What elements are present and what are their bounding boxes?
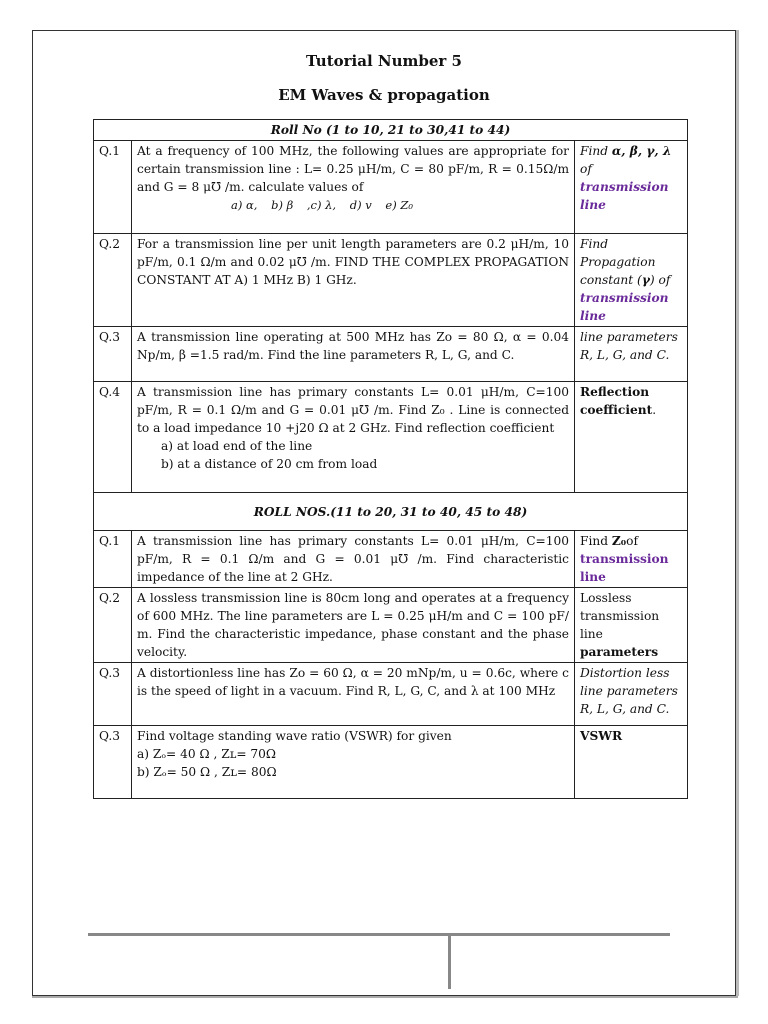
question-number: Q.2: [94, 588, 132, 663]
option-c: ,c) λ,: [306, 198, 337, 212]
question-number: Q.4: [94, 382, 132, 493]
table-row: [94, 663, 688, 726]
topic-prefix: Find: [580, 534, 609, 548]
page-border-shadow-bottom: [32, 996, 738, 998]
questions-table: [93, 119, 688, 799]
table-row: [94, 726, 688, 799]
table-row: [94, 382, 688, 493]
topic-suffix: ) of: [649, 273, 671, 287]
section1-header-row: [94, 120, 688, 141]
section1-header: Roll No (1 to 10, 21 to 30,41 to 44): [94, 120, 688, 141]
question-text: A transmission line has primary constants L= 0.01 μH/m, C=100 pF/m, R = 0.1 Ω/m and G = 0.01 μ℧ /m. Find Z₀ . Line is connected to a load impedance 10 +j20 Ω at 2 GHz. Find reflection coefficient: [137, 385, 569, 435]
question-number: Q.1: [94, 531, 132, 588]
topic-highlight: transmission line: [580, 180, 669, 212]
question-text: Find voltage standing wave ratio (VSWR) for given: [137, 729, 452, 743]
page-border-shadow: [736, 30, 739, 996]
list-item: a) at load end of the line: [161, 439, 313, 453]
table-row: [94, 141, 688, 234]
topic-symbols: α, β, γ, λ: [611, 144, 672, 158]
topic-gamma: γ: [641, 273, 650, 287]
option-e: e) Z₀: [385, 198, 413, 212]
topic-prefix: Find Propagation constant (: [580, 237, 656, 287]
question-text-cell: [132, 382, 575, 493]
topic-cell: [575, 141, 688, 234]
section2-header-row: [94, 493, 688, 531]
topic-highlight: transmission line: [580, 291, 669, 323]
question-number: Q.3: [94, 663, 132, 726]
topic-highlight: transmission line: [580, 552, 669, 584]
question-text: A transmission line operating at 500 MHz has Zo = 80 Ω, α = 0.04 Np/m, β =1.5 rad/m. Find the line parameters R, L, G, and C.: [132, 327, 575, 382]
topic-bold: parameters: [580, 645, 659, 659]
topic-of: of: [580, 162, 592, 176]
question-number: Q.3: [94, 726, 132, 799]
topic-prefix: Find: [580, 144, 609, 158]
question-number: Q.2: [94, 234, 132, 327]
option-b: b) β: [271, 198, 294, 212]
table-row: [94, 234, 688, 327]
question-text: A distortionless line has Zo = 60 Ω, α = 20 mNp/m, u = 0.6c, where c is the speed of light in a vacuum. Find R, L, G, C, and λ at 100 MHz: [132, 663, 575, 726]
question-text: A transmission line has primary constants L= 0.01 μH/m, C=100 pF/m, R = 0.1 Ω/m and G = 0.01 μ℧ /m. Find characteristic impedance of the line at 2 GHz.: [132, 531, 575, 588]
option-d: d) v: [349, 198, 372, 212]
table-row: [94, 588, 688, 663]
topic-bold: VSWR: [575, 726, 688, 799]
topic-symbol: Z₀: [611, 534, 627, 548]
question-text-cell: [132, 141, 575, 234]
topic-cell: [575, 588, 688, 663]
question-text: At a frequency of 100 MHz, the following values are appropriate for certain transmission line : L= 0.25 μH/m, C = 80 pF/m, R = 0.15Ω/m and G = 8 μ℧ /m. calculate values of: [137, 144, 569, 194]
vswr-case-a: a) Zₒ= 40 Ω , Zʟ= 70Ω: [137, 747, 277, 761]
topic-cell: [575, 382, 688, 493]
topic-of: of: [626, 534, 638, 548]
topic-cell: [575, 531, 688, 588]
topic-text: line parameters R, L, G, and C.: [575, 327, 688, 382]
question-text: For a transmission line per unit length parameters are 0.2 μH/m, 10 pF/m, 0.1 Ω/m and 0.02 μ℧ /m. FIND THE COMPLEX PROPAGATION CONSTANT AT A) 1 MHz B) 1 GHz.: [132, 234, 575, 327]
option-a: a) α,: [231, 198, 258, 212]
question-number: Q.1: [94, 141, 132, 234]
topic-cell: [575, 234, 688, 327]
question-number: Q.3: [94, 327, 132, 382]
topic-text: Distortion less line parameters R, L, G, and C.: [575, 663, 688, 726]
question-text: A lossless transmission line is 80cm long and operates at a frequency of 600 MHz. The line parameters are L = 0.25 μH/m and C = 100 pF/ m. Find the characteristic impedance, phase constant and the phase velocity.: [132, 588, 575, 663]
vswr-case-b: b) Zₒ= 50 Ω , Zʟ= 80Ω: [137, 765, 277, 779]
document-title: Tutorial Number 5: [306, 52, 462, 70]
footer-divider: [448, 935, 451, 989]
section2-header: ROLL NOS.(11 to 20, 31 to 40, 45 to 48): [94, 493, 688, 531]
topic-text: Lossless transmission line: [580, 591, 660, 641]
document-subtitle: EM Waves & propagation: [278, 86, 490, 104]
footer-rule: [88, 933, 670, 936]
list-item: b) at a distance of 20 cm from load: [161, 457, 378, 471]
table-row: [94, 531, 688, 588]
table-row: [94, 327, 688, 382]
topic-end: .: [652, 403, 657, 417]
topic-bold: Reflection coefficient: [580, 385, 653, 417]
question-text-cell: [132, 726, 575, 799]
question-options: [137, 196, 569, 214]
